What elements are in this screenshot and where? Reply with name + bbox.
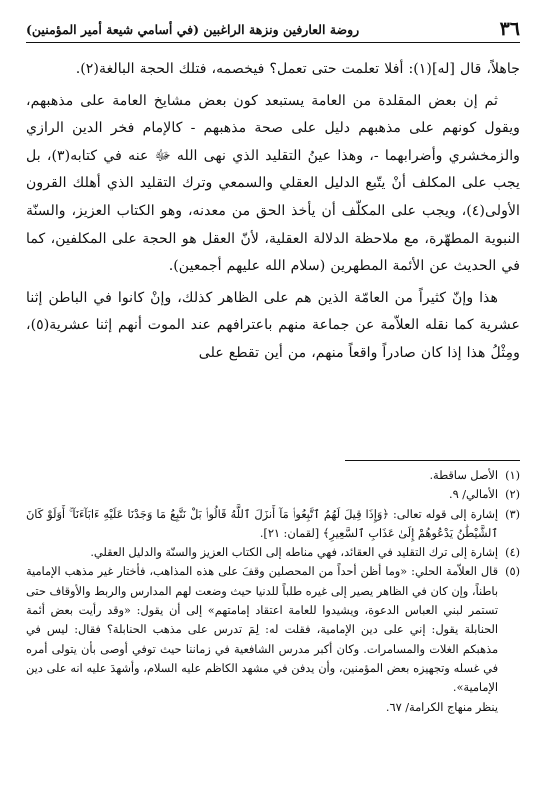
footnote-text: قال العلاّمة الحلي: «وما أظن أحداً من المحصلين وقفَ على هذه المذاهب، فأختار غير مذهب الإمامية باطناً، وإن كان في الظاهر يصير إلى غيره طلباً للدنيا حيث وضعت لهم المدارس والربط والأوقاف حتى تستمر لبني العباس الدعوة، ويشيدوا للعامة اعتقاد إمامتهم» إلى أن يقول: «وقد رأيت بعض أئمة الحنابلة يقول: إني على دين الإمامية، فقلت له: لِمَ تدرس على مذهب الحنابلة؟ فقال: ليس في مذهبكم الغلات والمسامرات. وكان أكبر مدرس الشافعية في زماننا حيث توفي أوصى بأن يتولى أمره في غسله وتجهيزه بعض المؤمنين، وأن يدفن في مشهد الكاظم عليه السلام، وأشهدَ عليه انه على دين الإمامية». [26,565,498,695]
paragraph: ثم إن بعض المقلدة من العامة يستبعد كون بعض مشايخ العامة على مذهبهم، ويقول كونهم على مذهبهم دليل على صحة مذهبهم - كالإمام فخر الدين الرازي والزمخشري وأضرابهما -، وهذا عينُ التقليد الذي نهى الله ﷻ عنه في كتابه(٣)، بل يجب على المكلف أنْ يتّبع الدليل العقلي والسمعي وترك التقليد الذي أهلك القرون الأولى(٤)، ويجب على المكلّف أن يأخذ الحق من معدنه، وهو الكتاب العزيز، والسنّة النبوية المطهّرة، مع ملاحظة الدلالة العقلية، لأنّ العقل هو الحجة على المكلفين، كما في الحديث عن الأئمة المطهرين (سلام الله عليهم أجمعين). [26,92,520,275]
paragraph: جاهلاً، قال [له](١): أفلا تعلمت حتى تعمل؟ فيخصمه، فتلك الحجة البالغة(٢). [75,61,520,77]
page-header [26,16,520,43]
footnote-4 [26,543,520,562]
footnote-number: (١) [505,469,520,482]
footnote-text: الأمالي/ ٩. [448,488,498,502]
footnote-1 [26,466,520,485]
footnote-divider [345,460,520,461]
footnotes [26,466,520,717]
footnote-5 [26,562,520,697]
footnote-number: (٥) [505,565,520,579]
footnote-text: إشارة إلى قوله تعالى: ﴿وَإِذَا قِيلَ لَهُمُ ٱتَّبِعُوا۟ مَآ أَنزَلَ ٱللَّهُ قَالُوا۟ بَلْ نَتَّبِعُ مَا وَجَدْنَا عَلَيْهِ ءَابَآءَنَآ ۚ أَوَلَوْ كَانَ ٱلشَّيْطَٰنُ يَدْعُوهُمْ إِلَىٰ عَذَابِ ٱلسَّعِيرِ﴾ [لقمان: ٢١]. [26,507,498,540]
footnote-number: (٤) [505,546,520,560]
footnote-text: الأصل ساقطة. [429,469,498,482]
footnote-source: ينظر منهاج الكرامة/ ٦٧. [385,700,498,714]
footnote-3 [26,505,520,544]
footnote-number: (٣) [505,507,520,521]
running-title: روضة العارفين ونزهة الراغبين (في أسامي شيعة أمير المؤمنين) [26,21,360,37]
page-number: ٣٦ [499,18,520,40]
footnote-2 [26,485,520,504]
body-text [26,56,520,372]
footnote-number: (٢) [505,488,520,502]
footnote-text: إشارة إلى ترك التقليد في العقائد، فهي مناطه إلى الكتاب العزيز والسنّة والدليل العقلي. [90,546,498,560]
paragraph: هذا وإنّ كثيراً من العامّة الذين هم على الظاهر كذلك، وإنْ كانوا في الباطن إثنا عشرية كما نقله العلاّمة عن جماعة منهم باعترافهم عند الموت أنهم إثنا عشرية(٥)، ومِثْلُ هذا إذا كان صادراً واقعاً منهم، من أين تقطع على [26,289,520,361]
book-page [26,0,520,803]
